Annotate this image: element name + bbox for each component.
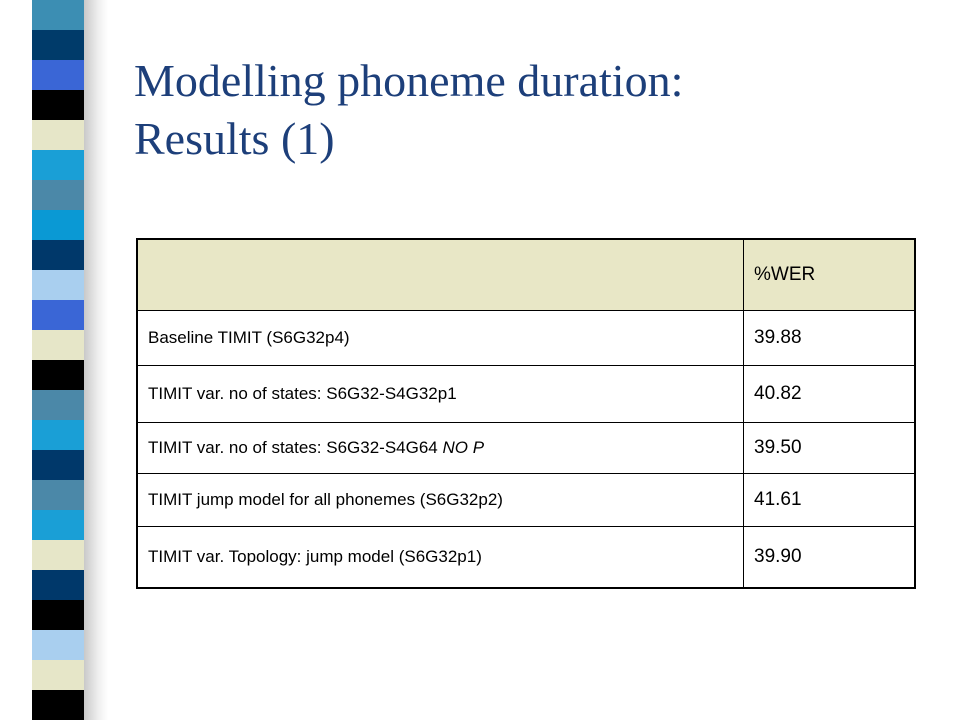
stripe-shadow [84, 0, 108, 720]
table-row [137, 366, 915, 423]
row-label: TIMIT jump model for all phonemes (S6G32p2) [137, 474, 744, 527]
row-label: TIMIT var. no of states: S6G32-S4G32p1 [137, 366, 744, 423]
decorative-stripe-bar [32, 0, 84, 720]
row-label-italic: NO P [442, 438, 485, 457]
stripe-segment [32, 90, 84, 120]
stripe-segment [32, 690, 84, 720]
table-row [137, 423, 915, 474]
results-table [136, 238, 916, 589]
stripe-segment [32, 0, 84, 30]
table-row [137, 527, 915, 589]
stripe-segment [32, 180, 84, 210]
stripe-segment [32, 120, 84, 150]
title-line-1: Modelling phoneme duration: [134, 55, 684, 106]
stripe-segment [32, 630, 84, 660]
stripe-segment [32, 480, 84, 510]
title-line-2: Results (1) [134, 113, 335, 164]
table-header-row [137, 239, 915, 311]
row-value: 39.90 [744, 527, 916, 589]
stripe-segment [32, 60, 84, 90]
stripe-segment [32, 540, 84, 570]
stripe-segment [32, 240, 84, 270]
stripe-segment [32, 390, 84, 420]
table-row [137, 311, 915, 366]
stripe-segment [32, 150, 84, 180]
stripe-segment [32, 30, 84, 60]
stripe-segment [32, 450, 84, 480]
row-label [137, 423, 744, 474]
header-blank-cell [137, 239, 744, 311]
slide-title [134, 52, 914, 168]
stripe-segment [32, 660, 84, 690]
row-value: 39.88 [744, 311, 916, 366]
row-value: 41.61 [744, 474, 916, 527]
header-wer: %WER [744, 239, 916, 311]
row-label: TIMIT var. Topology: jump model (S6G32p1) [137, 527, 744, 589]
stripe-segment [32, 330, 84, 360]
row-label-main: TIMIT var. no of states: S6G32-S4G64 [148, 438, 443, 457]
stripe-segment [32, 600, 84, 630]
table-row [137, 474, 915, 527]
stripe-segment [32, 510, 84, 540]
stripe-segment [32, 420, 84, 450]
row-value: 39.50 [744, 423, 916, 474]
stripe-segment [32, 300, 84, 330]
stripe-segment [32, 360, 84, 390]
row-label: Baseline TIMIT (S6G32p4) [137, 311, 744, 366]
stripe-segment [32, 210, 84, 240]
stripe-segment [32, 270, 84, 300]
stripe-segment [32, 570, 84, 600]
row-value: 40.82 [744, 366, 916, 423]
